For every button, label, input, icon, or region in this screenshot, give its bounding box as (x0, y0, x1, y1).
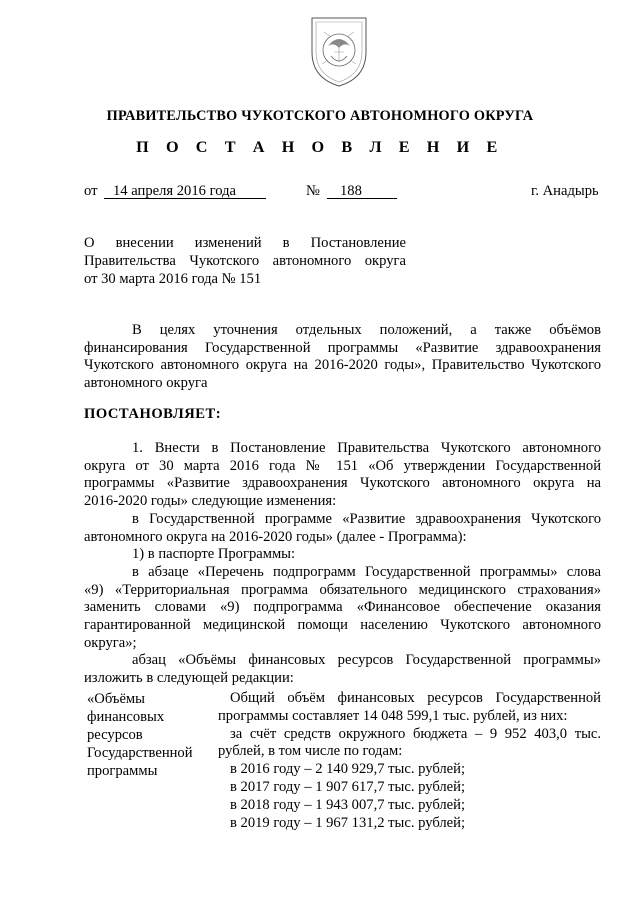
table-label-line: «Объёмы (87, 691, 145, 707)
date-prefix: от (84, 183, 98, 199)
body-line: заменить словами «9) подпрограмма «Финансовое обеспечение оказания (84, 599, 601, 616)
table-value-line: Общий объём финансовых ресурсов Государственной (230, 690, 601, 706)
body-line: округа»; (84, 634, 137, 651)
table-value-line: за счёт средств окружного бюджета – 9 952 403,0 тыс. (230, 725, 601, 742)
table-label-line: Государственной (87, 745, 193, 761)
number-underline (327, 198, 397, 199)
body-line: в Государственной программе «Развитие здравоохранения Чукотского (132, 510, 601, 527)
body-line: 1) в паспорте Программы: (132, 546, 296, 563)
document-type-title: П О С Т А Н О В Л Е Н И Е (136, 138, 504, 156)
resolves-heading: ПОСТАНОВЛЯЕТ: (84, 406, 222, 422)
resolution-body (84, 440, 601, 688)
document-number: 188 (340, 183, 362, 199)
table-value-line: в 2019 году – 1 967 131,2 тыс. рублей; (230, 814, 466, 831)
body-line: гарантированной медицинской помощи населению Чукотского автономного (84, 617, 601, 634)
coat-of-arms-icon (304, 12, 374, 90)
organization-title: ПРАВИТЕЛЬСТВО ЧУКОТСКОГО АВТОНОМНОГО ОКРУГА (106, 108, 534, 124)
document-subject (84, 234, 406, 288)
preamble-line: В целях уточнения отдельных положений, а также объёмов (132, 322, 601, 338)
table-value-line: программы составляет 14 048 599,1 тыс. рублей, из них: (218, 707, 568, 724)
body-line: «9) «Территориальная программа обязательного медицинского страхования» (84, 581, 601, 598)
preamble-line: финансирования Государственной программы «Развитие здравоохранения (84, 339, 601, 356)
subject-line: Правительства Чукотского автономного округа (84, 253, 406, 269)
body-line: округа от 30 марта 2016 года № 151 «Об утверждении Государственной (84, 457, 601, 474)
table-value-line: рублей, в том числе по годам: (218, 743, 403, 760)
subject-line: О внесении изменений в Постановление (84, 235, 406, 251)
body-line: изложить в следующей редакции: (84, 670, 294, 687)
table-label-line: финансовых (87, 709, 165, 725)
document-date: 14 апреля 2016 года (113, 183, 236, 199)
table-label-line: программы (87, 763, 158, 779)
table-value-line: в 2018 году – 1 943 007,7 тыс. рублей; (230, 796, 466, 813)
table-label-column (87, 690, 193, 780)
preamble (84, 322, 601, 393)
body-line: 1. Внести в Постановление Правительства Чукотского автономного (132, 440, 601, 456)
body-line: программы «Развитие здравоохранения Чукотского автономного округа на (84, 475, 601, 492)
table-value-line: в 2017 году – 1 907 617,7 тыс. рублей; (230, 778, 466, 795)
body-line: абзац «Объёмы финансовых ресурсов Государственной программы» (132, 652, 601, 669)
preamble-line: Чукотского автономного округа на 2016-2020 годы», Правительство Чукотского (84, 357, 601, 374)
body-line: 2016-2020 годы» следующие изменения: (84, 493, 337, 510)
table-label-line: ресурсов (87, 727, 143, 743)
body-line: в абзаце «Перечень подпрограмм Государственной программы» слова (132, 563, 601, 580)
document-city: г. Анадырь (531, 183, 599, 199)
body-line: автономного округа на 2016-2020 годы» (далее - Программа): (84, 528, 467, 545)
date-underline (104, 198, 266, 199)
number-sign: № (306, 183, 320, 199)
subject-line: от 30 марта 2016 года № 151 (84, 271, 262, 287)
table-value-line: в 2016 году – 2 140 929,7 тыс. рублей; (230, 761, 466, 778)
preamble-line: автономного округа (84, 375, 208, 392)
table-value-column (218, 690, 601, 832)
